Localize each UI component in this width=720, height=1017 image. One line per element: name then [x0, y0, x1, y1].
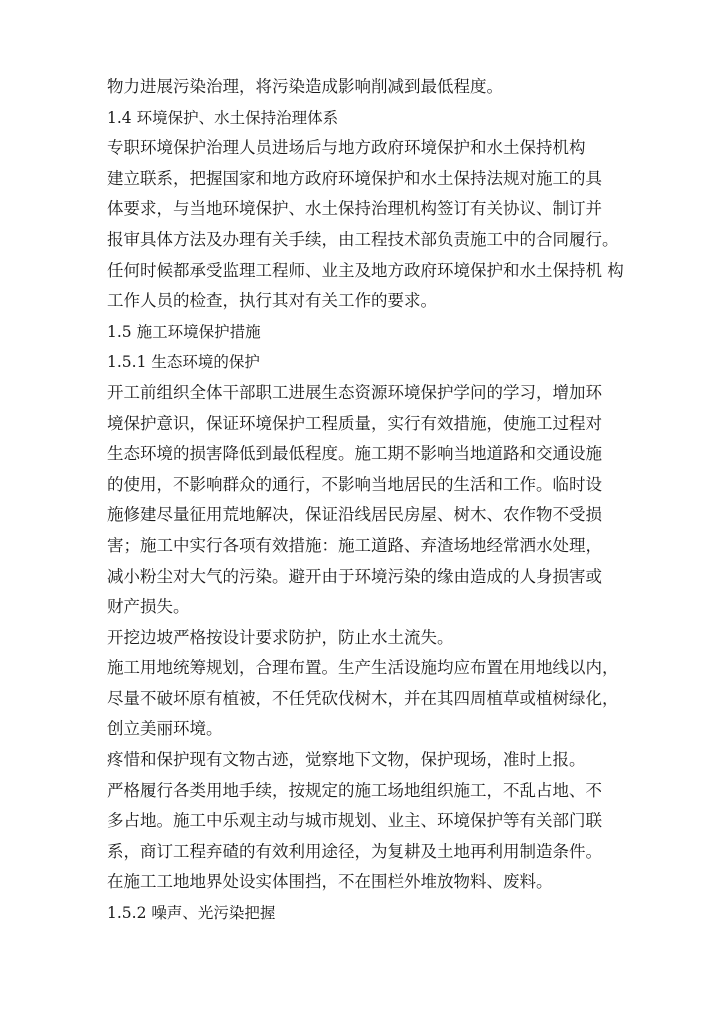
paragraph-line: 系，商订工程弃碴的有效利用途径，为复耕及土地再利用制造条件。 [107, 841, 602, 861]
paragraph-line: 任何时候都承受监理工程师、业主及地方政府环境保护和水土保持机 构 [107, 260, 624, 280]
paragraph-line: 疼惜和保护现有文物古迹，觉察地下文物，保护现场，准时上报。 [107, 750, 586, 770]
section-heading: 1.5 施工环境保护措施 [107, 322, 261, 341]
paragraph-line: 物力进展污染治理，将污染造成影响削减到最低程度。 [107, 77, 503, 96]
paragraph-line: 体要求，与当地环境保护、水土保持治理机构签订有关协议、制订并 [107, 199, 602, 219]
section-heading: 1.4 环境保护、水土保持治理体系 [107, 108, 339, 127]
paragraph-line: 开工前组织全体干部职工进展生态资源环境保护学问的学习，增加环 [107, 382, 602, 402]
section-heading: 1.5.2 噪声、光污染把握 [107, 904, 276, 923]
paragraph-line: 建立联系，把握国家和地方政府环境保护和水土保持法规对施工的具 [107, 168, 602, 188]
paragraph-line: 的使用，不影响群众的通行，不影响当地居民的生活和工作。临时设 [107, 474, 602, 494]
paragraph-line: 严格履行各类用地手续，按规定的施工场地组织施工，不乱占地、不 [107, 780, 602, 800]
paragraph-line: 境保护意识，保证环境保护工程质量，实行有效措施，使施工过程对 [107, 413, 602, 433]
paragraph-line: 专职环境保护治理人员进场后与地方政府环境保护和水土保持机构 [107, 138, 586, 158]
paragraph-line: 在施工工地地界处设实体围挡，不在围栏外堆放物料、废料。 [107, 872, 553, 892]
paragraph-line: 多占地。施工中乐观主动与城市规划、业主、环境保护等有关部门联 [107, 811, 602, 831]
paragraph-line: 工作人员的检查，执行其对有关工作的要求。 [107, 291, 437, 311]
document-body [107, 72, 627, 929]
paragraph-line: 尽量不破坏原有植被，不任凭砍伐树木，并在其四周植草或植树绿化， [107, 688, 619, 708]
paragraph-line: 报审具体方法及办理有关手续，由工程技术部负责施工中的合同履行。 [107, 229, 619, 249]
paragraph-line: 施修建尽量征用荒地解决，保证沿线居民房屋、树木、农作物不受损 [107, 505, 602, 525]
paragraph-line: 开挖边坡严格按设计要求防护，防止水土流失。 [107, 627, 454, 647]
paragraph-line: 生态环境的损害降低到最低程度。施工期不影响当地道路和交通设施 [107, 444, 602, 464]
paragraph-line: 创立美丽环境。 [107, 719, 223, 739]
paragraph-line: 财产损失。 [107, 597, 190, 617]
section-heading: 1.5.1 生态环境的保护 [107, 353, 260, 372]
paragraph-line: 害；施工中实行各项有效措施：施工道路、弃渣场地经常洒水处理， [107, 535, 602, 555]
paragraph-line: 减小粉尘对大气的污染。避开由于环境污染的缘由造成的人身损害或 [107, 566, 602, 586]
paragraph-line: 施工用地统筹规划，合理布置。生产生活设施均应布置在用地线以内， [107, 658, 619, 678]
